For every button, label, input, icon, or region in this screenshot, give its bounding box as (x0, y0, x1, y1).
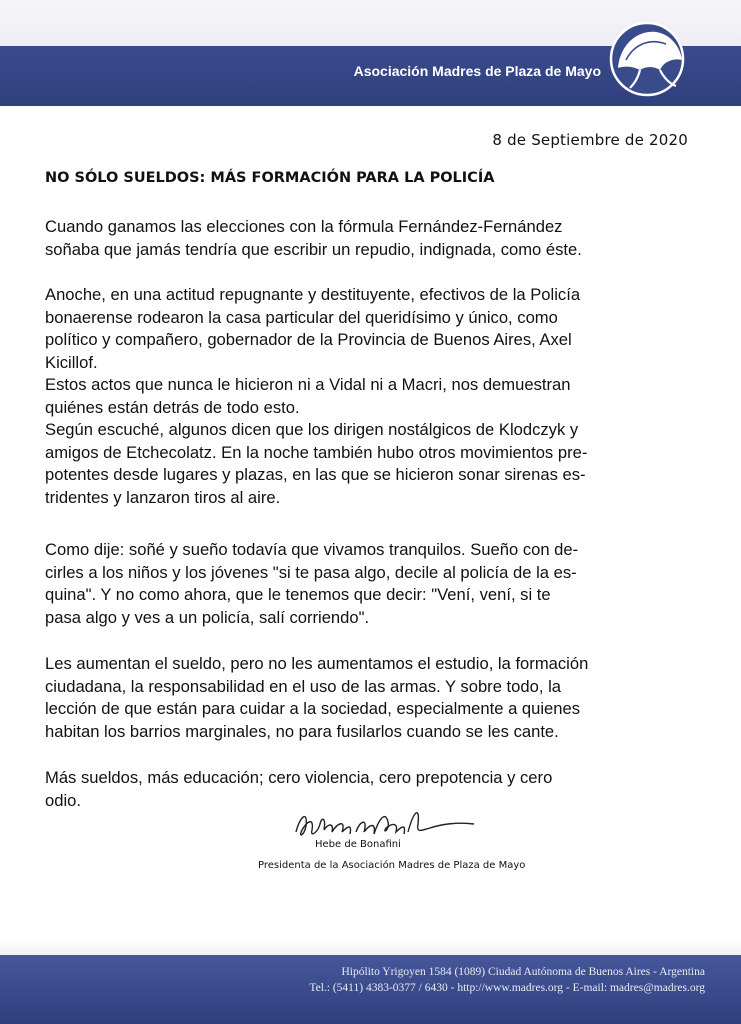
text-line: Más sueldos, más educación; cero violencia, cero prepotencia y cero (45, 768, 553, 787)
text-line: amigos de Etchecolatz. En la noche también hubo otros movimientos pre- (45, 442, 588, 462)
paragraph-1 (45, 216, 705, 261)
footer-contact: Tel.: (5411) 4383-0377 / 6430 - http://www.madres.org - E-mail: madres@madres.org (309, 982, 705, 994)
text-line: Anoche, en una actitud repugnante y destituyente, efectivos de la Policía (45, 285, 581, 304)
text-line: Cuando ganamos las elecciones con la fórmula Fernández-Fernández (45, 217, 563, 236)
letter-date: 8 de Septiembre de 2020 (492, 131, 688, 149)
text-line: Kicillof. (45, 352, 98, 372)
text-line: potentes desde lugares y plazas, en las que se hicieron sonar sirenas es- (45, 465, 586, 484)
paragraph-4 (45, 653, 705, 743)
paragraph-2 (45, 284, 705, 509)
text-line: Estos actos que nunca le hicieron ni a Vidal ni a Macri, nos demuestran (45, 375, 571, 394)
text-line: ciudadana, la responsabilidad en el uso de las armas. Y sobre todo, la (45, 676, 561, 696)
text-line: bonaerense rodearon la casa particular del queridísimo y único, como (45, 307, 558, 327)
text-line: habitan los barrios marginales, no para fusilarlos cuando se les cante. (45, 721, 559, 741)
text-line: Les aumentan el sueldo, pero no les aumentamos el estudio, la formación (45, 654, 589, 673)
text-line: quina". Y no como ahora, que le tenemos que decir: "Vení, vení, si te (45, 585, 551, 604)
text-line: político y compañero, gobernador de la Provincia de Buenos Aires, Axel (45, 330, 572, 349)
text-line: soñaba que jamás tendría que escribir un repudio, indignada, como éste. (45, 239, 582, 259)
letterhead (0, 0, 741, 105)
signer-role: Presidenta de la Asociación Madres de Plaza de Mayo (258, 860, 526, 871)
paragraph-3 (45, 539, 705, 629)
text-line: lección de que están para cuidar a la sociedad, especialmente a quienes (45, 699, 581, 718)
letter-title: NO SÓLO SUELDOS: MÁS FORMACIÓN PARA LA POLICÍA (45, 170, 495, 186)
text-line: Según escuché, algunos dicen que los dirigen nostálgicos de Klodczyk y (45, 420, 579, 439)
text-line: tridentes y lanzaron tiros al aire. (45, 487, 281, 507)
text-line: Como dije: soñé y sueño todavía que vivamos tranquilos. Sueño con de- (45, 540, 579, 559)
headscarf-logo-icon (604, 14, 690, 100)
footer-address: Hipólito Yrigoyen 1584 (1089) Ciudad Autónoma de Buenos Aires - Argentina (341, 966, 705, 978)
text-line: pasa algo y ves a un policía, salí corriendo". (45, 607, 370, 627)
organization-name: Asociación Madres de Plaza de Mayo (353, 63, 601, 79)
signer-name: Hebe de Bonafini (315, 839, 401, 850)
text-line: cirles a los niños y los jóvenes "si te pasa algo, decile al policía de la es- (45, 562, 577, 582)
text-line: odio. (45, 790, 81, 810)
text-line: quiénes están detrás de todo esto. (45, 397, 300, 417)
